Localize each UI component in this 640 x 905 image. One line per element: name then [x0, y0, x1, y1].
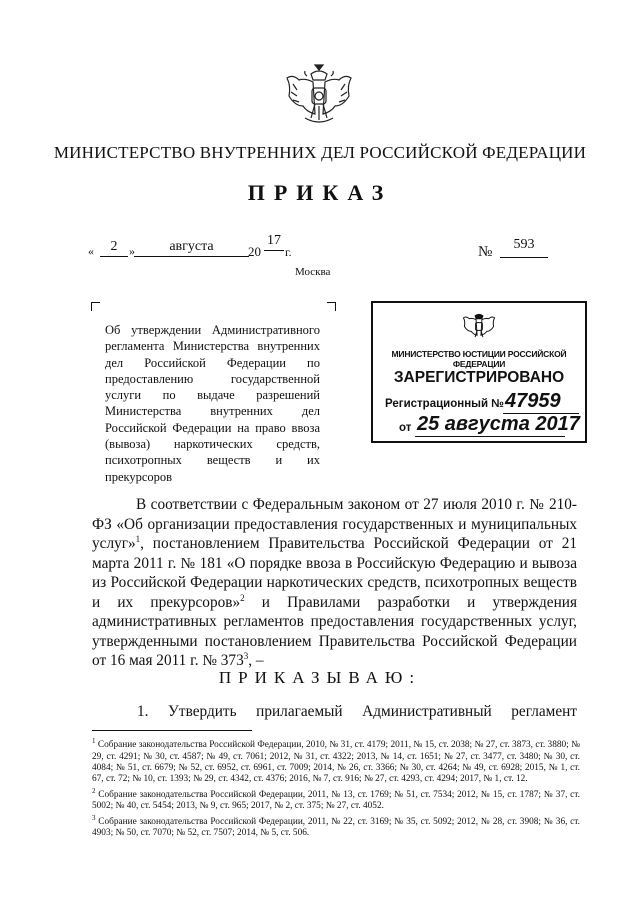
- stamp-date-line: [415, 436, 565, 437]
- footnote-ref-3[interactable]: 3: [243, 650, 249, 661]
- footnote-text: Собрание законодательства Российской Федерации, 2011, № 22, ст. 3169; № 35, ст. 5092; 2012, № 28, ст. 3908; № 36, ст. 4903; № 50, ст. 7070; № 52, ст. 7507; 2014, № 5, ст. 506.: [92, 816, 580, 839]
- stamp-emblem-icon: [461, 309, 497, 343]
- stamp-status: ЗАРЕГИСТРИРОВАНО: [393, 369, 565, 386]
- footnote-divider: [92, 730, 252, 731]
- preamble-part-1: В соответствии с Федеральным законом от 27 июля 2010 г. № 210-ФЗ «Об организации предоставления государственных и муниципальных услуг»: [92, 496, 577, 552]
- preamble-part-3: и Правилами разработки и утверждения административных регламентов предоставления государственных услуг, утвержденными постановлением Правительства Российской Федерации от 16 мая 2011 г. № 373: [92, 593, 577, 669]
- city: Москва: [295, 266, 331, 278]
- preamble-part-2: , постановлением Правительства Российской Федерации от 21 марта 2011 г. № 181 «О порядке ввоза в Российскую Федерацию и вывоза из Российской Федерации наркотических средств, психотропных веществ и их прекурсоров»: [92, 535, 577, 611]
- footnote-3: [92, 813, 580, 840]
- footnote-mark: 1: [92, 737, 96, 745]
- stamp-organization: МИНИСТЕРСТВО ЮСТИЦИИ РОССИЙСКОЙ ФЕДЕРАЦИИ: [391, 349, 567, 369]
- document-type-title: ПРИКАЗ: [247, 180, 393, 205]
- footnotes: [92, 736, 580, 840]
- date-year-prefix: 20: [248, 244, 261, 259]
- stamp-from-label: от: [399, 422, 412, 434]
- date-quote-close: »: [129, 244, 135, 258]
- date-quote-open: «: [88, 244, 94, 258]
- state-emblem-icon: [283, 60, 355, 130]
- footnote-mark: 3: [92, 813, 96, 822]
- date-year-suffix: г.: [285, 245, 292, 259]
- preamble-paragraph: [92, 495, 577, 671]
- date-year: 17: [264, 232, 284, 251]
- bracket-corner-left: [91, 302, 100, 311]
- date-day: 2: [100, 238, 128, 257]
- footnote-2: [92, 786, 580, 813]
- footnote-text: Собрание законодательства Российской Федерации, 2010, № 31, ст. 4179; 2011, № 15, ст. 2038; № 27, ст. 3873, ст. 3880; № 29, ст. 4291; № 30, ст. 4587; № 49, ст. 7061; 2012, № 31, ст. 4322; 2013, № 14, ст. 1651; № 27, ст. 3477, ст. 3480; № 30, ст. 4084; № 51, ст. 6679; № 52, ст. 6952, ст. 6961, ст. 7009; 2014, № 26, ст. 3366; № 30, ст. 4264; № 49, ст. 6928; 2015, № 1, ст. 67, ст. 72; № 10, ст. 1393; № 29, ст. 4342, ст. 4376; 2016, № 7, ст. 916; № 27, ст. 4293, ст. 4294; 2017, № 1, ст. 12.: [92, 740, 580, 785]
- stamp-registration-date: 25 августа 2017: [417, 413, 580, 435]
- footnote-ref-1[interactable]: 1: [135, 533, 141, 544]
- order-number-label: №: [478, 244, 493, 260]
- ministry-name: МИНИСТЕРСТВО ВНУТРЕННИХ ДЕЛ РОССИЙСКОЙ ФЕДЕРАЦИИ: [53, 143, 587, 162]
- stamp-registration-number: 47959: [505, 390, 561, 412]
- date-month: августа: [134, 238, 249, 257]
- preamble-part-4: , –: [248, 652, 264, 669]
- bracket-corner-right: [327, 302, 336, 311]
- order-number: 593: [500, 237, 548, 258]
- order-item-1: 1. Утвердить прилагаемый Административный регламент: [137, 703, 577, 720]
- footnote-1: [92, 736, 580, 786]
- footnote-ref-2[interactable]: 2: [240, 592, 245, 603]
- order-subject: Об утверждении Административного регламента Министерства внутренних дел Российской Федерации по предоставлению государственной услуги по выдаче разрешений Министерства внутренних дел Российской Федерации на право ввоза (вывоза) наркотических средств, психотропных веществ и их прекурсоров: [105, 323, 320, 484]
- registration-stamp: [371, 301, 587, 443]
- stamp-registration-label: Регистрационный №: [385, 398, 505, 410]
- footnote-mark: 2: [92, 786, 96, 795]
- footnote-text: Собрание законодательства Российской Федерации, 2011, № 13, ст. 1769; № 51, ст. 7534; 2012, № 15, ст. 1787; № 37, ст. 5002; № 40, ст. 5454; 2013, № 9, ст. 965; 2017, № 2, ст. 375; № 27, ст. 4052.: [92, 789, 580, 812]
- orders-heading: ПРИКАЗЫВАЮ:: [218, 668, 422, 687]
